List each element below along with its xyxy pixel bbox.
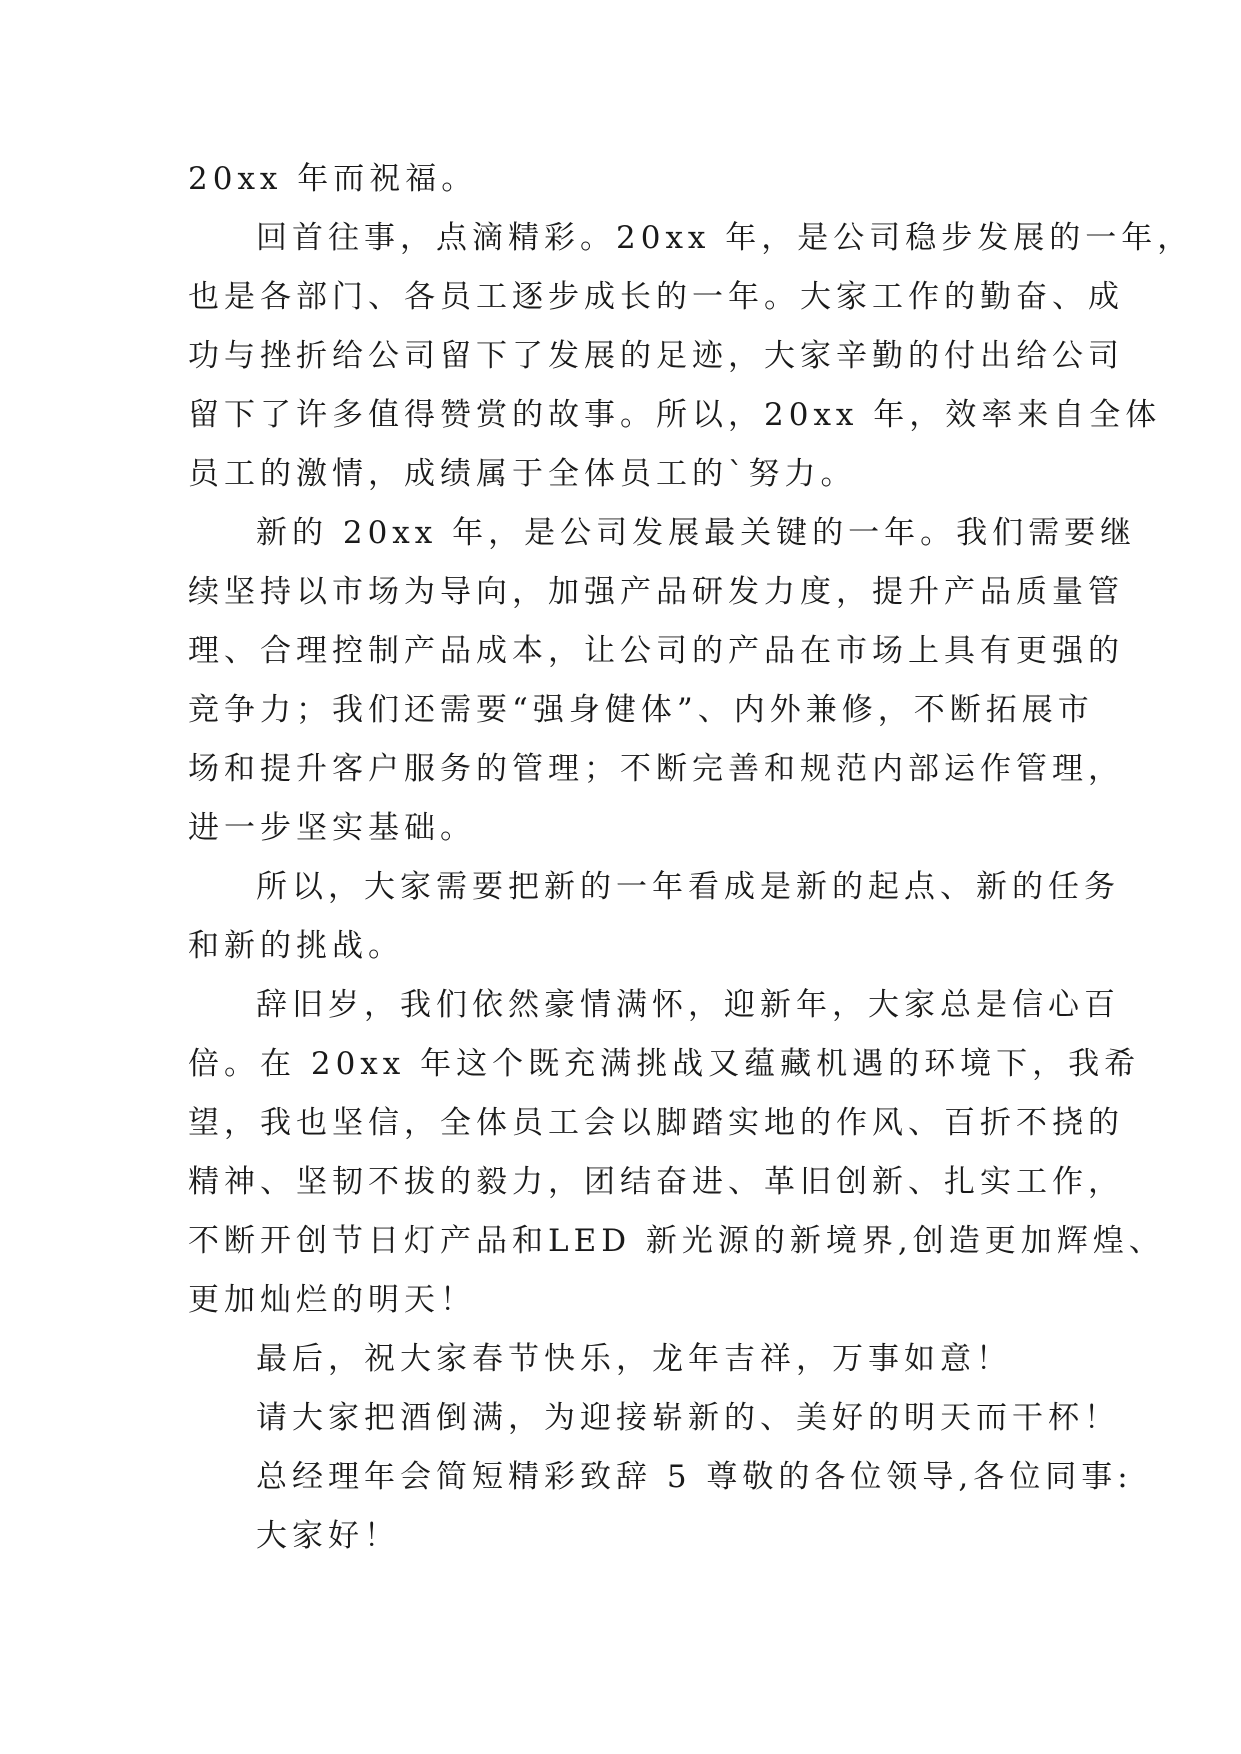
text-line-22: 请大家把酒倒满，为迎接崭新的、美好的明天而干杯！ <box>256 1400 1120 1436</box>
text-line-21: 最后，祝大家春节快乐，龙年吉祥，万事如意！ <box>256 1341 1012 1377</box>
text-line-2: 回首往事，点滴精彩。20xx 年，是公司稳步发展的一年， <box>256 220 1194 256</box>
text-line-11: 场和提升客户服务的管理；不断完善和规范内部运作管理， <box>188 751 1124 787</box>
text-line-17: 望，我也坚信，全体员工会以脚踏实地的作风、百折不挠的 <box>188 1105 1124 1141</box>
text-line-10: 竞争力；我们还需要“强身健体”、内外兼修，不断拓展市 <box>188 692 1094 728</box>
text-line-15: 辞旧岁，我们依然豪情满怀，迎新年，大家总是信心百 <box>256 987 1120 1023</box>
text-line-7: 新的 20xx 年，是公司发展最关键的一年。我们需要继 <box>256 515 1137 551</box>
text-line-8: 续坚持以市场为导向，加强产品研发力度，提升产品质量管 <box>188 574 1124 610</box>
text-line-9: 理、合理控制产品成本，让公司的产品在市场上具有更强的 <box>188 633 1124 669</box>
text-line-6: 员工的激情，成绩属于全体员工的`努力。 <box>188 456 857 492</box>
text-line-16: 倍。在 20xx 年这个既充满挑战又蕴藏机遇的环境下，我希 <box>188 1046 1141 1082</box>
text-line-12: 进一步坚实基础。 <box>188 810 476 846</box>
text-line-13: 所以，大家需要把新的一年看成是新的起点、新的任务 <box>256 869 1120 905</box>
text-line-5: 留下了许多值得赞赏的故事。所以，20xx 年，效率来自全体 <box>188 397 1162 433</box>
text-line-1: 20xx 年而祝福。 <box>188 161 478 197</box>
text-line-19: 不断开创节日灯产品和LED 新光源的新境界,创造更加辉煌、 <box>188 1223 1165 1259</box>
text-line-4: 功与挫折给公司留下了发展的足迹，大家辛勤的付出给公司 <box>188 338 1124 374</box>
text-line-24: 大家好！ <box>256 1518 400 1554</box>
text-line-3: 也是各部门、各员工逐步成长的一年。大家工作的勤奋、成 <box>188 279 1124 315</box>
text-line-20: 更加灿烂的明天！ <box>188 1282 476 1318</box>
text-line-14: 和新的挑战。 <box>188 928 404 964</box>
text-line-23: 总经理年会简短精彩致辞 5 尊敬的各位领导,各位同事: <box>256 1459 1133 1495</box>
document-body <box>188 150 1194 1566</box>
text-line-18: 精神、坚韧不拔的毅力，团结奋进、革旧创新、扎实工作， <box>188 1164 1124 1200</box>
